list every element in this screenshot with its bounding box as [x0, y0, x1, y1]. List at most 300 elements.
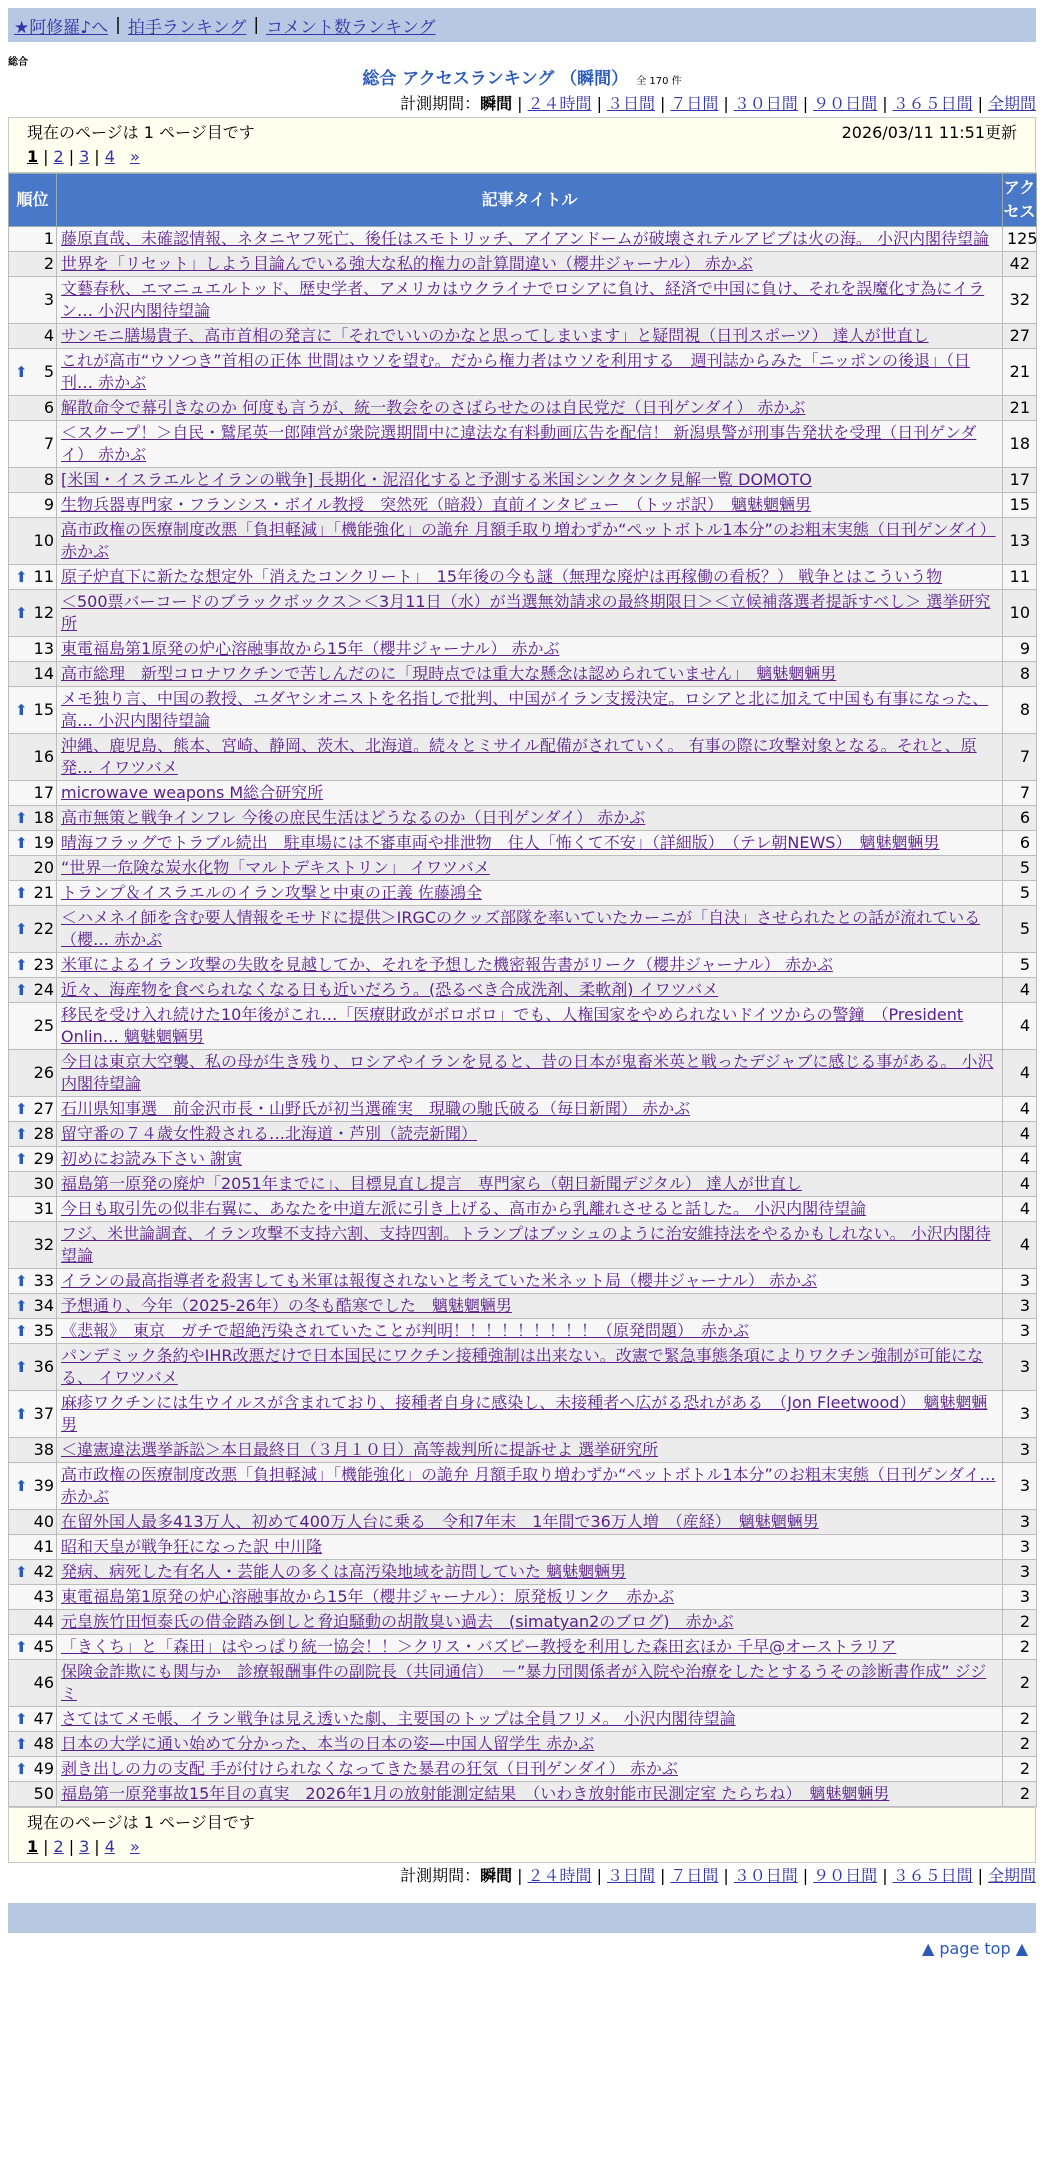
title-cell	[57, 227, 1003, 252]
table-header-row	[9, 174, 1037, 227]
period-link[interactable]: ７日間	[670, 94, 719, 113]
rank-number: 11	[33, 567, 54, 586]
period-separator: |	[802, 94, 809, 113]
pager-top	[8, 117, 1036, 173]
rank-number: 48	[33, 1734, 54, 1753]
rank-number: 15	[33, 700, 54, 719]
period-separator: |	[882, 94, 888, 113]
title-cell	[57, 1660, 1003, 1707]
rank-number: 28	[33, 1124, 54, 1143]
up-arrow-icon: ⬆	[15, 363, 28, 381]
pager-separator: |	[43, 147, 49, 166]
rank-cell	[9, 1732, 57, 1757]
nav-separator: |	[115, 15, 121, 35]
article-title-link[interactable]: 初めにお読み下さい 謝寅	[61, 1149, 243, 1168]
pager-separator: |	[94, 1837, 100, 1856]
rank-number: 37	[33, 1404, 54, 1423]
rank-cell	[9, 1660, 57, 1707]
access-count: 3	[1003, 1438, 1037, 1463]
up-arrow-icon: ⬆	[15, 981, 28, 999]
table-row	[9, 1097, 1037, 1122]
article-title-link[interactable]: ＜ハメネイ師を含む要人情報をモサドに提供＞IRGCのクッズ部隊を率いていたカーニが「自決」させられたとの話が流れている（櫻… 赤かぶ	[61, 908, 981, 949]
article-title-link[interactable]: ＜違憲違法選挙訴訟＞本日最終日（３月１０日）高等裁判所に提訴せよ 選挙研究所	[61, 1440, 659, 1459]
rank-number: 38	[33, 1440, 54, 1459]
access-count: 4	[1003, 1050, 1037, 1097]
rank-cell	[9, 1097, 57, 1122]
access-count: 3	[1003, 1344, 1037, 1391]
table-row	[9, 1732, 1037, 1757]
period-separator: |	[723, 1866, 729, 1885]
table-row	[9, 781, 1037, 806]
article-title-link[interactable]: 在留外国人最多413万人、初めて400万人台に乗る 令和7年末 1年間で36万人増 （産経） 魑魅魍魎男	[61, 1512, 819, 1531]
table-row	[9, 1707, 1037, 1732]
rank-cell	[9, 349, 57, 396]
up-arrow-icon: ⬆	[15, 1563, 28, 1581]
page-title	[8, 67, 1036, 91]
access-count: 3	[1003, 1269, 1037, 1294]
pager-next-link[interactable]: »	[129, 1837, 140, 1856]
table-row	[9, 1344, 1037, 1391]
pager-current-page: 1	[27, 147, 39, 166]
rank-cell	[9, 1319, 57, 1344]
access-count: 3	[1003, 1510, 1037, 1535]
article-title-link[interactable]: 昭和天皇が戦争狂になった訳 中川隆	[61, 1537, 323, 1556]
table-row	[9, 421, 1037, 468]
table-row	[9, 1391, 1037, 1438]
table-row	[9, 637, 1037, 662]
period-link[interactable]: 全期間	[987, 1866, 1036, 1885]
title-cell	[57, 881, 1003, 906]
period-link[interactable]: ７日間	[670, 1866, 719, 1885]
access-count: 18	[1003, 421, 1037, 468]
title-cell	[57, 1122, 1003, 1147]
page	[8, 8, 1036, 1964]
article-title-link[interactable]: 保険金詐欺にも関与か 診療報酬事件の副院長（共同通信） －”暴力団関係者が入院や治療をしたとするうその診断書作成” ジジミ	[61, 1662, 987, 1703]
rank-number: 23	[33, 955, 54, 974]
article-title-link[interactable]: フジ、米世論調査、イラン攻撃不支持六割、支持四割。トランプはブッシュのように治安維持法をやるかもしれない。 小沢内閣待望論	[61, 1224, 991, 1265]
rank-cell	[9, 1610, 57, 1635]
access-count: 21	[1003, 349, 1037, 396]
rank-cell	[9, 637, 57, 662]
access-count: 5	[1003, 906, 1037, 953]
rank-cell	[9, 687, 57, 734]
period-link[interactable]: ３日間	[606, 1866, 655, 1885]
up-arrow-icon: ⬆	[15, 1358, 28, 1376]
rank-number: 2	[43, 254, 54, 273]
table-row	[9, 324, 1037, 349]
rank-number: 24	[33, 980, 54, 999]
title-cell	[57, 1535, 1003, 1560]
rank-cell	[9, 906, 57, 953]
access-count: 32	[1003, 277, 1037, 324]
rank-cell	[9, 1222, 57, 1269]
rank-number: 27	[33, 1099, 54, 1118]
access-count: 3	[1003, 1463, 1037, 1510]
pager-page-link[interactable]: 3	[79, 1837, 90, 1856]
access-count: 2	[1003, 1757, 1037, 1782]
title-cell	[57, 781, 1003, 806]
title-cell	[57, 493, 1003, 518]
period-link[interactable]: ９０日間	[813, 94, 878, 113]
article-title-link[interactable]: [米国・イスラエルとイランの戦争] 長期化・泥沼化すると予測する米国シンクタンク見解一覧 DOMOTO	[61, 470, 812, 489]
rank-cell	[9, 1269, 57, 1294]
title-cell	[57, 637, 1003, 662]
article-title-link[interactable]: 文藝春秋、エマニュエルトッド、歴史学者、アメリカはウクライナでロシアに負け、経済で中国に負け、それを誤魔化す為にイラン… 小沢内閣待望論	[61, 279, 985, 320]
table-row	[9, 590, 1037, 637]
access-count: 4	[1003, 978, 1037, 1003]
title-cell	[57, 1197, 1003, 1222]
rank-cell	[9, 831, 57, 856]
period-link[interactable]: ３日間	[606, 94, 655, 113]
rank-cell	[9, 781, 57, 806]
rank-cell	[9, 856, 57, 881]
title-cell	[57, 906, 1003, 953]
title-cell	[57, 662, 1003, 687]
period-link[interactable]: ３６５日間	[892, 1866, 973, 1885]
page-top-link[interactable]: ▲ page top ▲	[921, 1939, 1028, 1958]
pager-page-link[interactable]: 4	[104, 147, 115, 166]
period-selector-top	[8, 91, 1036, 117]
period-separator: |	[517, 1866, 523, 1885]
table-row	[9, 662, 1037, 687]
table-row	[9, 1560, 1037, 1585]
rank-number: 7	[43, 434, 54, 453]
table-row	[9, 1438, 1037, 1463]
rank-cell	[9, 881, 57, 906]
up-arrow-icon: ⬆	[15, 1272, 28, 1290]
rank-number: 12	[33, 603, 54, 622]
period-link[interactable]: 全期間	[987, 94, 1036, 113]
rank-number: 17	[33, 783, 54, 802]
article-title-link[interactable]: 解散命令で幕引きなのか 何度も言うが、統一教会をのさばらせたのは自民党だ（日刊ゲンダイ） 赤かぶ	[61, 398, 806, 417]
period-label: 計測期間：	[400, 1866, 481, 1885]
comment-ranking-link[interactable]: コメント数ランキング	[266, 17, 436, 38]
up-arrow-icon: ⬆	[15, 1297, 28, 1315]
rank-number: 34	[33, 1296, 54, 1315]
pager-next-link[interactable]: »	[129, 147, 140, 166]
rank-number: 43	[33, 1587, 54, 1606]
pager-links-bottom	[27, 1835, 1017, 1859]
article-title-link[interactable]: 元皇族竹田恒泰氏の借金踏み倒しと脅迫騒動の胡散臭い過去 (simatyan2のブログ) 赤かぶ	[61, 1612, 734, 1631]
article-title-link[interactable]: 福島第一原発の廃炉「2051年までに」、目標見直し提言 専門家ら（朝日新聞デジタル） 達人が世直し	[61, 1174, 802, 1193]
pager-page-link[interactable]: 3	[79, 147, 90, 166]
title-cell	[57, 565, 1003, 590]
rank-number: 25	[33, 1016, 54, 1035]
title-cell	[57, 1319, 1003, 1344]
title-cell	[57, 349, 1003, 396]
article-title-link[interactable]: 石川県知事選 前金沢市長・山野氏が初当選確実 現職の馳氏破る（毎日新聞） 赤かぶ	[61, 1099, 691, 1118]
table-row	[9, 1510, 1037, 1535]
title-cell	[57, 1050, 1003, 1097]
article-title-link[interactable]: ＜500票バーコードのブラックボックス＞＜3月11日（水）が当選無効請求の最終期限日＞＜立候補落選者提訴すべし＞ 選挙研究所	[61, 592, 991, 633]
table-row	[9, 1757, 1037, 1782]
rank-number: 26	[33, 1063, 54, 1082]
title-cell	[57, 1097, 1003, 1122]
access-count: 2	[1003, 1782, 1037, 1807]
access-count: 4	[1003, 1003, 1037, 1050]
article-title-link[interactable]: 今日も取引先の似非右翼に、あなたを中道左派に引き上げる、高市から乳離れさせると話した。 小沢内閣待望論	[61, 1199, 867, 1218]
pager-page-link[interactable]: 4	[104, 1837, 115, 1856]
article-title-link[interactable]: 「きくち」と「森田」はやっぱり統一協会！！＞クリス・バズビー教授を利用した森田玄ほか 千早@オーストラリア	[61, 1637, 897, 1656]
applause-ranking-link[interactable]: 拍手ランキング	[127, 17, 247, 38]
pager-separator: |	[68, 147, 75, 166]
article-title-link[interactable]: 米軍によるイラン攻撃の失敗を見越してか、それを予想した機密報告書がリーク（櫻井ジャーナル） 赤かぶ	[61, 955, 833, 974]
title-cell	[57, 1269, 1003, 1294]
up-arrow-icon: ⬆	[15, 1125, 28, 1143]
table-row	[9, 734, 1037, 781]
table-row	[9, 468, 1037, 493]
rank-cell	[9, 1050, 57, 1097]
rank-number: 3	[43, 290, 54, 309]
title-cell	[57, 518, 1003, 565]
rank-cell	[9, 1391, 57, 1438]
up-arrow-icon: ⬆	[15, 834, 28, 852]
table-row	[9, 1222, 1037, 1269]
rank-cell	[9, 1294, 57, 1319]
table-row	[9, 1147, 1037, 1172]
access-count: 2	[1003, 1660, 1037, 1707]
title-cell	[57, 856, 1003, 881]
table-row	[9, 1172, 1037, 1197]
rank-number: 41	[33, 1537, 54, 1556]
table-row	[9, 349, 1037, 396]
access-count: 7	[1003, 781, 1037, 806]
access-count: 9	[1003, 637, 1037, 662]
title-cell	[57, 687, 1003, 734]
article-title-link[interactable]: 生物兵器専門家・フランシス・ボイル教授 突然死（暗殺）直前インタビュー （トッポ訳） 魑魅魍魎男	[61, 495, 812, 514]
pager-page-link[interactable]: 2	[53, 1837, 64, 1856]
access-count: 4	[1003, 1172, 1037, 1197]
access-count: 3	[1003, 1391, 1037, 1438]
access-count: 2	[1003, 1707, 1037, 1732]
title-cell	[57, 396, 1003, 421]
rank-number: 33	[33, 1271, 54, 1290]
up-arrow-icon: ⬆	[15, 1150, 28, 1168]
article-title-link[interactable]: 今日は東京大空襲、私の母が生き残り、ロシアやイランを見ると、昔の日本が鬼畜米英と戦ったデジャブに感じる事がある。 小沢内閣待望論	[61, 1052, 994, 1093]
title-cell	[57, 831, 1003, 856]
rank-cell	[9, 1172, 57, 1197]
title-cell	[57, 1560, 1003, 1585]
article-title-link[interactable]: 東電福島第1原発の炉心溶融事故から15年（櫻井ジャーナル） 赤かぶ	[61, 639, 560, 658]
title-cell	[57, 1172, 1003, 1197]
pager-space	[120, 1837, 125, 1856]
access-count: 6	[1003, 831, 1037, 856]
ranking-title: 総合 アクセスランキング （瞬間）	[362, 69, 629, 89]
table-row	[9, 565, 1037, 590]
period-link[interactable]: ２４時間	[527, 1866, 592, 1885]
up-arrow-icon: ⬆	[15, 701, 28, 719]
table-row	[9, 493, 1037, 518]
rank-number: 6	[43, 398, 54, 417]
table-row	[9, 1660, 1037, 1707]
article-title-link[interactable]: ＜スクープ！＞自民・鷲尾英一郎陣営が衆院選期間中に違法な有料動画広告を配信！ 新潟県警が刑事告発状を受理（日刊ゲンダイ） 赤かぶ	[61, 423, 977, 464]
table-row	[9, 906, 1037, 953]
article-title-link[interactable]: メモ独り言、中国の教授、ユダヤシオニストを名指しで批判、中国がイラン支援決定。ロシアと北に加えて中国も有事になった、高… 小沢内閣待望論	[61, 689, 989, 730]
article-title-link[interactable]: 高市総理 新型コロナワクチンで苦しんだのに「現時点では重大な懸念は認められていません」 魑魅魍魎男	[61, 664, 837, 683]
rank-number: 20	[33, 858, 54, 877]
period-link[interactable]: ３０日間	[733, 94, 798, 113]
article-title-link[interactable]: さてはてメモ帳、イラン戦争は見え透いた劇、主要国のトップは全員フリメ。 小沢内閣待望論	[61, 1709, 736, 1728]
access-count: 2	[1003, 1610, 1037, 1635]
up-arrow-icon: ⬆	[15, 1735, 28, 1753]
article-title-link[interactable]: 東電福島第1原発の炉心溶融事故から15年（櫻井ジャーナル）：原発板リンク 赤かぶ	[61, 1587, 675, 1606]
rank-number: 31	[33, 1199, 54, 1218]
article-title-link[interactable]: 福島第一原発事故15年目の真実 2026年1月の放射能測定結果 （いわき放射能市民測定室 たらちね） 魑魅魍魎男	[61, 1784, 890, 1803]
up-arrow-icon: ⬆	[15, 1100, 28, 1118]
article-title-link[interactable]: 剥き出しの力の支配 手が付けられなくなってきた暴君の狂気（日刊ゲンダイ） 赤かぶ	[61, 1759, 678, 1778]
table-row	[9, 396, 1037, 421]
article-title-link[interactable]: “世界一危険な炭水化物「マルトデキストリン」 イワツバメ	[61, 858, 490, 877]
article-title-link[interactable]: 晴海フラッグでトラブル続出 駐車場には不審車両や排泄物 住人「怖くて不安」（詳細版） （テレ朝NEWS） 魑魅魍魎男	[61, 833, 940, 852]
pager-space	[120, 147, 125, 166]
table-row	[9, 1635, 1037, 1660]
pager-separator: |	[68, 1837, 75, 1856]
period-separator: |	[977, 1866, 983, 1885]
access-count: 4	[1003, 1122, 1037, 1147]
access-count: 42	[1003, 252, 1037, 277]
article-title-link[interactable]: 高市政権の医療制度改悪「負担軽減」「機能強化」の詭弁 月額手取り増わずか“ペットボトル1本分”のお粗末実態（日刊ゲンダイ） 赤かぶ	[61, 520, 996, 561]
article-title-link[interactable]: 高市無策と戦争インフレ 今後の庶民生活はどうなるのか（日刊ゲンダイ） 赤かぶ	[61, 808, 646, 827]
article-title-link[interactable]: イランの最高指導者を殺害しても米軍は報復されないと考えていた米ネット局（櫻井ジャーナル） 赤かぶ	[61, 1271, 817, 1290]
period-link[interactable]: ３０日間	[733, 1866, 798, 1885]
up-arrow-icon: ⬆	[15, 809, 28, 827]
period-separator: |	[517, 94, 523, 113]
rank-cell	[9, 662, 57, 687]
title-cell	[57, 1610, 1003, 1635]
access-count: 3	[1003, 1319, 1037, 1344]
access-count: 15	[1003, 493, 1037, 518]
article-title-link[interactable]: サンモニ膳場貴子、高市首相の発言に「それでいいのかなと思ってしまいます」と疑問視（日刊スポーツ） 達人が世直し	[61, 326, 929, 345]
access-count: 17	[1003, 468, 1037, 493]
access-count: 3	[1003, 1294, 1037, 1319]
access-count: 10	[1003, 590, 1037, 637]
article-title-link[interactable]: トランプ＆イスラエルのイラン攻撃と中東の正義 佐藤鴻全	[61, 883, 482, 902]
article-title-link[interactable]: 世界を「リセット」しよう目論んでいる強大な私的権力の計算間違い（櫻井ジャーナル） 赤かぶ	[61, 254, 753, 273]
access-count: 5	[1003, 953, 1037, 978]
title-cell	[57, 421, 1003, 468]
rank-number: 32	[33, 1235, 54, 1254]
title-cell	[57, 1732, 1003, 1757]
table-row	[9, 1535, 1037, 1560]
rank-cell	[9, 252, 57, 277]
title-cell	[57, 953, 1003, 978]
title-cell	[57, 468, 1003, 493]
asyura-home-link[interactable]: ★阿修羅♪へ	[14, 17, 109, 38]
access-count: 4	[1003, 1097, 1037, 1122]
access-header: アクセス	[1003, 174, 1037, 227]
up-arrow-icon: ⬆	[15, 1760, 28, 1778]
period-link[interactable]: ９０日間	[813, 1866, 878, 1885]
rank-number: 16	[33, 747, 54, 766]
rank-cell	[9, 1147, 57, 1172]
rank-number: 4	[43, 326, 54, 345]
article-title-link[interactable]: 沖縄、鹿児島、熊本、宮崎、静岡、茨木、北海道。続々とミサイル配備がされていく。 有事の際に攻撃対象となる。それと、原発… イワツバメ	[61, 736, 977, 777]
table-row	[9, 518, 1037, 565]
period-separator: |	[596, 1866, 602, 1885]
rank-number: 1	[43, 229, 54, 248]
title-cell	[57, 1222, 1003, 1269]
article-title-link[interactable]: 《悲報》 東京 ガチで超絶汚染されていたことが判明！！！！！！！！！（原発問題） 赤かぶ	[61, 1321, 750, 1340]
period-separator: |	[977, 94, 983, 113]
up-arrow-icon: ⬆	[15, 920, 28, 938]
access-count: 27	[1003, 324, 1037, 349]
table-row	[9, 831, 1037, 856]
rank-cell	[9, 1560, 57, 1585]
title-cell	[57, 806, 1003, 831]
article-title-link[interactable]: 原子炉直下に新たな想定外「消えたコンクリート」 15年後の今も謎（無理な廃炉は再稼働の看板？） 戦争とはこういう物	[61, 567, 943, 586]
article-title-link[interactable]: 日本の大学に通い始めて分かった、本当の日本の姿—中国人留学生 赤かぶ	[61, 1734, 595, 1753]
up-arrow-icon: ⬆	[15, 1477, 28, 1495]
article-title-link[interactable]: パンデミック条約やIHR改悪だけで日本国民にワクチン接種強制は出来ない。改憲で緊急事態条項によりワクチン強制が可能になる、 イワツバメ	[61, 1346, 983, 1387]
title-cell	[57, 1782, 1003, 1807]
article-title-link[interactable]: 藤原直哉、未確認情報、ネタニヤフ死亡、後任はスモトリッチ、アイアンドームが破壊されテルアビブは火の海。 小沢内閣待望論	[61, 229, 989, 248]
article-title-link[interactable]: 予想通り、今年（2025-26年）の冬も酷寒でした 魑魅魍魎男	[61, 1296, 512, 1315]
article-title-link[interactable]: 留守番の７４歳女性殺される…北海道・芦別（読売新聞）	[61, 1124, 478, 1143]
article-title-link[interactable]: 発病、病死した有名人・芸能人の多くは高汚染地域を訪問していた 魑魅魍魎男	[61, 1562, 627, 1581]
table-row	[9, 227, 1037, 252]
table-row	[9, 252, 1037, 277]
access-count: 2	[1003, 1732, 1037, 1757]
period-current: 瞬間	[480, 1866, 513, 1885]
rank-number: 36	[33, 1357, 54, 1376]
table-row	[9, 953, 1037, 978]
ranking-table	[8, 173, 1037, 1807]
rank-number: 44	[33, 1612, 54, 1631]
pager-page-link[interactable]: 2	[53, 147, 64, 166]
article-title-link[interactable]: 高市政権の医療制度改悪「負担軽減」「機能強化」の詭弁 月額手取り増わずか“ペットボトル1本分”のお粗末実態（日刊ゲンダイ… 赤かぶ	[61, 1465, 996, 1506]
rank-number: 21	[33, 883, 54, 902]
rank-cell	[9, 734, 57, 781]
rank-cell	[9, 421, 57, 468]
access-count: 4	[1003, 1222, 1037, 1269]
rank-cell	[9, 1344, 57, 1391]
rank-cell	[9, 1003, 57, 1050]
article-title-link[interactable]: これが高市“ウソつき”首相の正体 世間はウソを望む。だから権力者はウソを利用する 週刊誌からみた「ニッポンの後退」（日刊… 赤かぶ	[61, 351, 971, 392]
rank-cell	[9, 1197, 57, 1222]
title-cell	[57, 277, 1003, 324]
table-row	[9, 856, 1037, 881]
table-row	[9, 1294, 1037, 1319]
article-title-link[interactable]: 移民を受け入れ続けた10年後がこれ…「医療財政がボロボロ」でも、人権国家をやめられないドイツからの警鐘 （President Onlin… 魑魅魍魎男	[61, 1005, 964, 1046]
rank-header: 順位	[9, 174, 57, 227]
article-title-link[interactable]: 麻疹ワクチンには生ウイルスが含まれており、接種者自身に感染し、未接種者へ広がる恐れがある （Jon Fleetwood） 魑魅魍魎男	[61, 1393, 988, 1434]
period-link[interactable]: ３６５日間	[892, 94, 973, 113]
title-cell	[57, 1510, 1003, 1535]
article-title-link[interactable]: microwave weapons M総合研究所	[61, 783, 324, 802]
pager-status-bottom: 現在のページは 1 ページ目です	[27, 1813, 255, 1832]
up-arrow-icon: ⬆	[15, 1638, 28, 1656]
rank-cell	[9, 1463, 57, 1510]
rank-number: 35	[33, 1321, 54, 1340]
title-header: 記事タイトル	[57, 174, 1003, 227]
period-separator: |	[802, 1866, 809, 1885]
up-arrow-icon: ⬆	[15, 1322, 28, 1340]
rank-cell	[9, 493, 57, 518]
article-title-link[interactable]: 近々、海産物を食べられなくなる日も近いだろう。(恐るべき合成洗剤、柔軟剤) イワツバメ	[61, 980, 719, 999]
rank-cell	[9, 227, 57, 252]
period-label: 計測期間：	[400, 94, 481, 113]
title-cell	[57, 1147, 1003, 1172]
period-separator: |	[596, 94, 602, 113]
title-cell	[57, 978, 1003, 1003]
rank-number: 8	[43, 470, 54, 489]
rank-number: 19	[33, 833, 54, 852]
rank-number: 49	[33, 1759, 54, 1778]
title-cell	[57, 1294, 1003, 1319]
period-link[interactable]: ２４時間	[527, 94, 592, 113]
table-row	[9, 1319, 1037, 1344]
rank-number: 45	[33, 1637, 54, 1656]
